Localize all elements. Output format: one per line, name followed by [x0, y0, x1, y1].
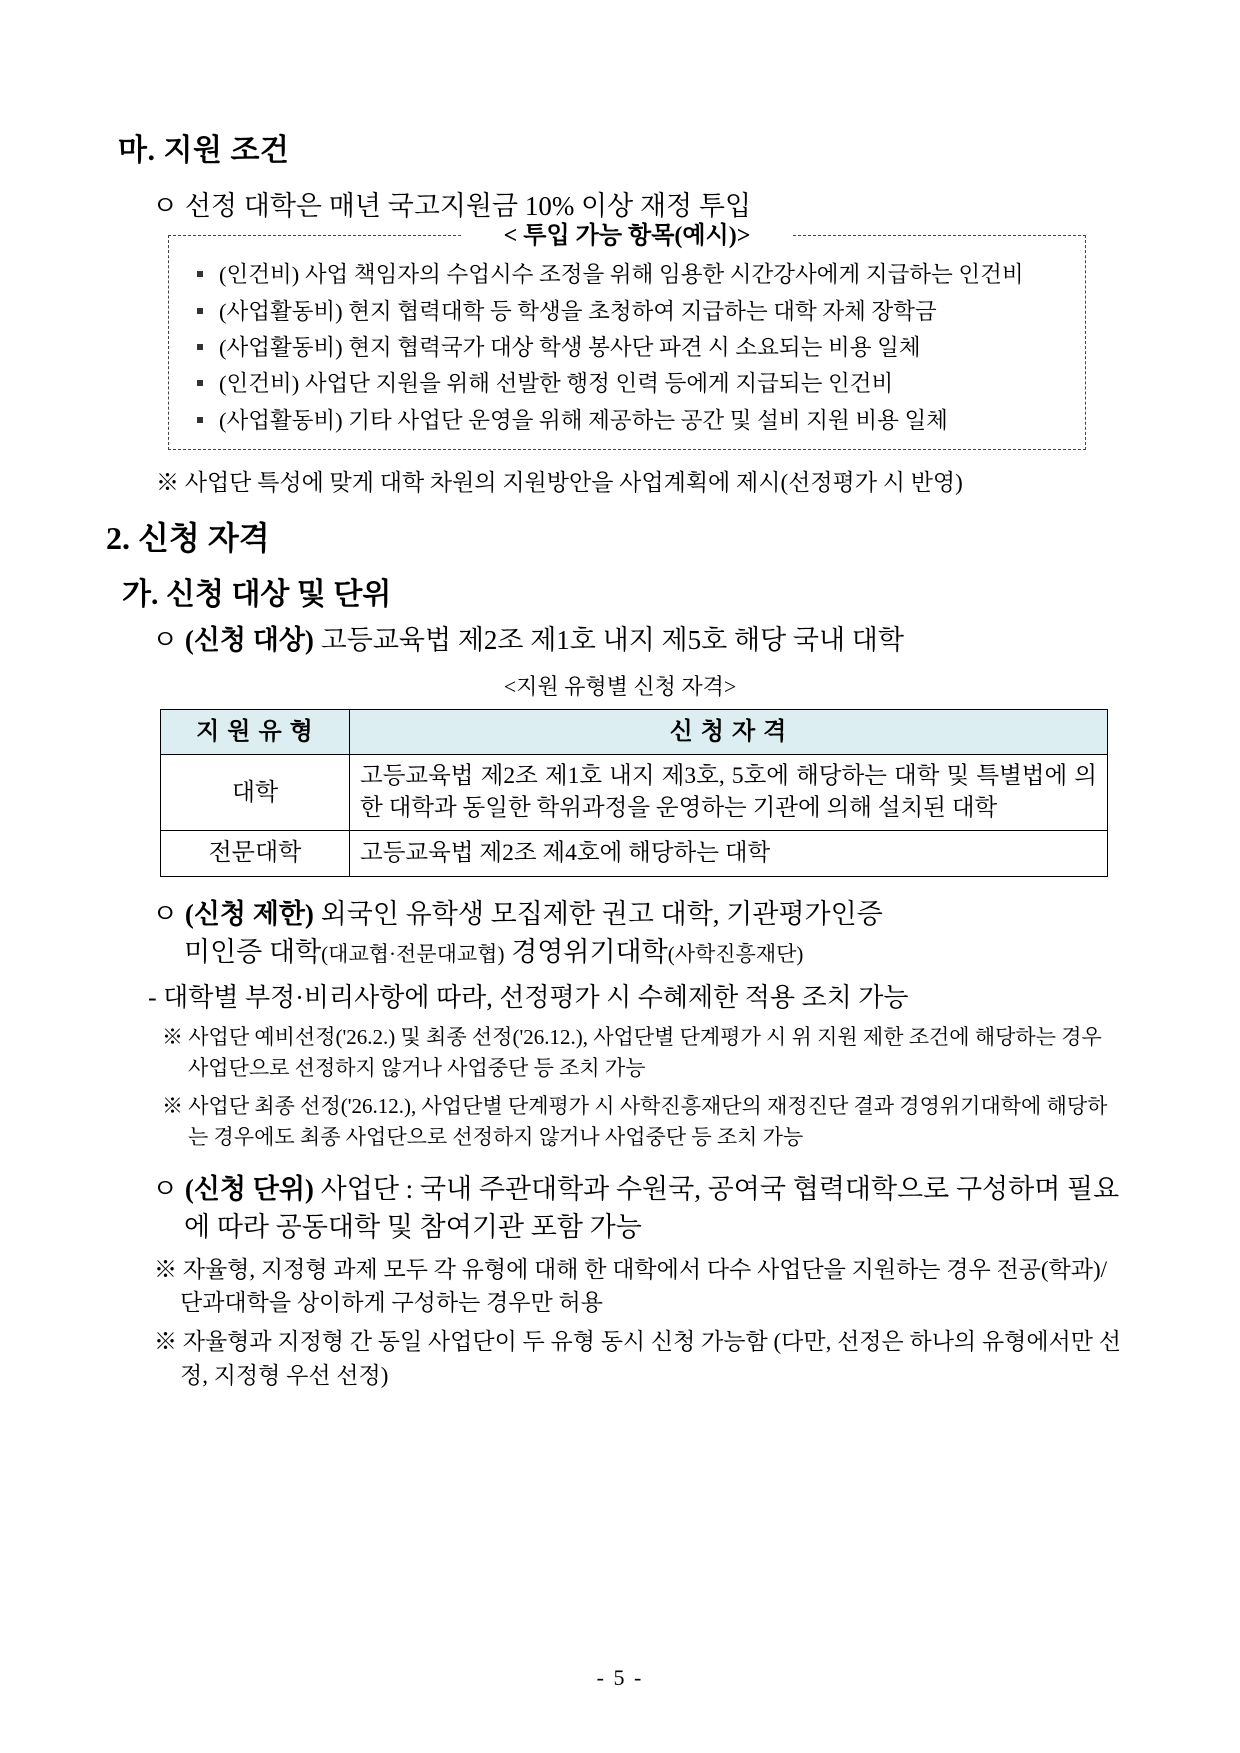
table-cell-desc: 고등교육법 제2조 제1호 내지 제3호, 5호에 해당하는 대학 및 특별법에 의한 대학과 동일한 학위과정을 운영하는 기관에 의해 설치된 대학: [350, 755, 1108, 831]
table-cell-desc: 고등교육법 제2조 제4호에 해당하는 대학: [350, 831, 1108, 876]
list-item-label: (사업활동비) 기타 사업단 운영을 위해 제공하는 공간 및 설비 지원 비용 일체: [219, 407, 948, 433]
note-final-selection: ※ 사업단 최종 선정('26.12.), 사업단별 단계평가 시 사학진흥재단의 재정진단 결과 경영위기대학에 해당하는 경우에도 최종 사업단으로 선정하지 않거나 사업중단 등 조치 가능: [162, 1093, 1108, 1150]
table-row: [161, 831, 1108, 876]
limit-line2-b: 경영위기대학: [504, 937, 668, 968]
table-row: [161, 755, 1108, 831]
table-header-qualification: 신 청 자 격: [350, 709, 1108, 754]
bullet-application-target-rest: 고등교육법 제2조 제1호 내지 제5호 해당 국내 대학: [313, 625, 904, 656]
table-cell-type: 전문대학: [161, 831, 350, 876]
note-preliminary-selection: ※ 사업단 예비선정('26.2.) 및 최종 선정('26.12.), 사업단별 단계평가 시 위 지원 제한 조건에 해당하는 경우 사업단으로 선정하지 않거나 사업중단 등 조치 가능: [162, 1024, 1102, 1081]
square-bullet-icon: [197, 308, 203, 314]
square-bullet-icon: [197, 417, 203, 423]
bullet-application-target-bold: (신청 대상): [184, 625, 314, 656]
list-item-label: (사업활동비) 현지 협력국가 대상 학생 봉사단 파견 시 소요되는 비용 일체: [219, 335, 921, 360]
example-box: [168, 223, 1086, 450]
bullet-application-limit: ㅇ (신청 제한) 외국인 유학생 모집제한 권고 대학, 기관평가인증 미인증 대학(대교협·전문대교협) 경영위기대학(사학진흥재단): [152, 898, 883, 968]
example-box-title: < 투입 가능 항목(예시)>: [462, 222, 792, 251]
note-support-plan: ※ 사업단 특성에 맞게 대학 차원의 지원방안을 사업계획에 제시(선정평가 시 반영): [156, 470, 963, 496]
table-header-row: [161, 709, 1108, 754]
list-item-label: (사업활동비) 현지 협력대학 등 학생을 초청하여 지급하는 대학 자체 장학금: [219, 298, 937, 324]
note-unit-2: ※ 자율형과 지정형 간 동일 사업단이 두 유형 동시 신청 가능함 (다만, 선정은 하나의 유형에서만 선정, 지정형 우선 선정): [154, 1329, 1121, 1388]
limit-line2-small2: (사학진흥재단): [667, 942, 804, 967]
list-item: [183, 403, 1071, 439]
limit-line2-a: 미인증 대학: [184, 937, 322, 968]
table-cell-type: 대학: [161, 755, 350, 831]
square-bullet-icon: [197, 271, 203, 277]
list-item: [183, 294, 1071, 330]
table-header-type: 지 원 유 형: [161, 709, 350, 754]
square-bullet-icon: [197, 344, 203, 350]
heading-ma: 마. 지원 조건: [118, 134, 290, 167]
heading-section-2: 2. 신청 자격: [106, 520, 270, 557]
bullet-application-unit-rest: 사업단 : 국내 주관대학과 수원국, 공여국 협력대학으로 구성하며 필요에 따라 공동대학 및 참여기관 포함 가능: [184, 1173, 1120, 1243]
qualification-table: [160, 709, 1108, 877]
page-number: - 5 -: [596, 1665, 644, 1690]
square-bullet-icon: [197, 380, 203, 386]
list-item: [183, 366, 1071, 402]
list-item-label: (인건비) 사업 책임자의 수업시수 조정을 위해 임용한 시간강사에게 지급하는 인건비: [219, 262, 1024, 288]
list-item-label: (인건비) 사업단 지원을 위해 선발한 행정 인력 등에게 지급되는 인건비: [219, 371, 894, 397]
heading-ga: 가. 신청 대상 및 단위: [122, 578, 392, 612]
bullet-application-unit-bold: (신청 단위): [184, 1173, 314, 1204]
bullet-support-condition: ㅇ 선정 대학은 매년 국고지원금 10% 이상 재정 투입: [152, 191, 752, 221]
bullet-application-unit: ㅇ (신청 단위) 사업단 : 국내 주관대학과 수원국, 공여국 협력대학으로 구성하며 필요에 따라 공동대학 및 참여기관 포함 가능: [152, 1173, 1120, 1243]
limit-line2-small1: (대교협·전문대교협): [321, 942, 505, 967]
list-item: [183, 330, 1071, 366]
bullet-application-limit-rest: 외국인 유학생 모집제한 권고 대학, 기관평가인증: [313, 898, 883, 929]
dash-misconduct-line: - 대학별 부정·비리사항에 따라, 선정평가 시 수혜제한 적용 조치 가능: [148, 982, 909, 1012]
list-item: [183, 257, 1071, 293]
bullet-application-limit-bold: (신청 제한): [184, 898, 314, 929]
bullet-application-target: ㅇ (신청 대상) 고등교육법 제2조 제1호 내지 제5호 해당 국내 대학: [152, 625, 904, 656]
table-caption: <지원 유형별 신청 자격>: [503, 673, 737, 699]
note-unit-1: ※ 자율형, 지정형 과제 모두 각 유형에 대해 한 대학에서 다수 사업단을 지원하는 경우 전공(학과)/단과대학을 상이하게 구성하는 경우만 허용: [154, 1256, 1108, 1315]
